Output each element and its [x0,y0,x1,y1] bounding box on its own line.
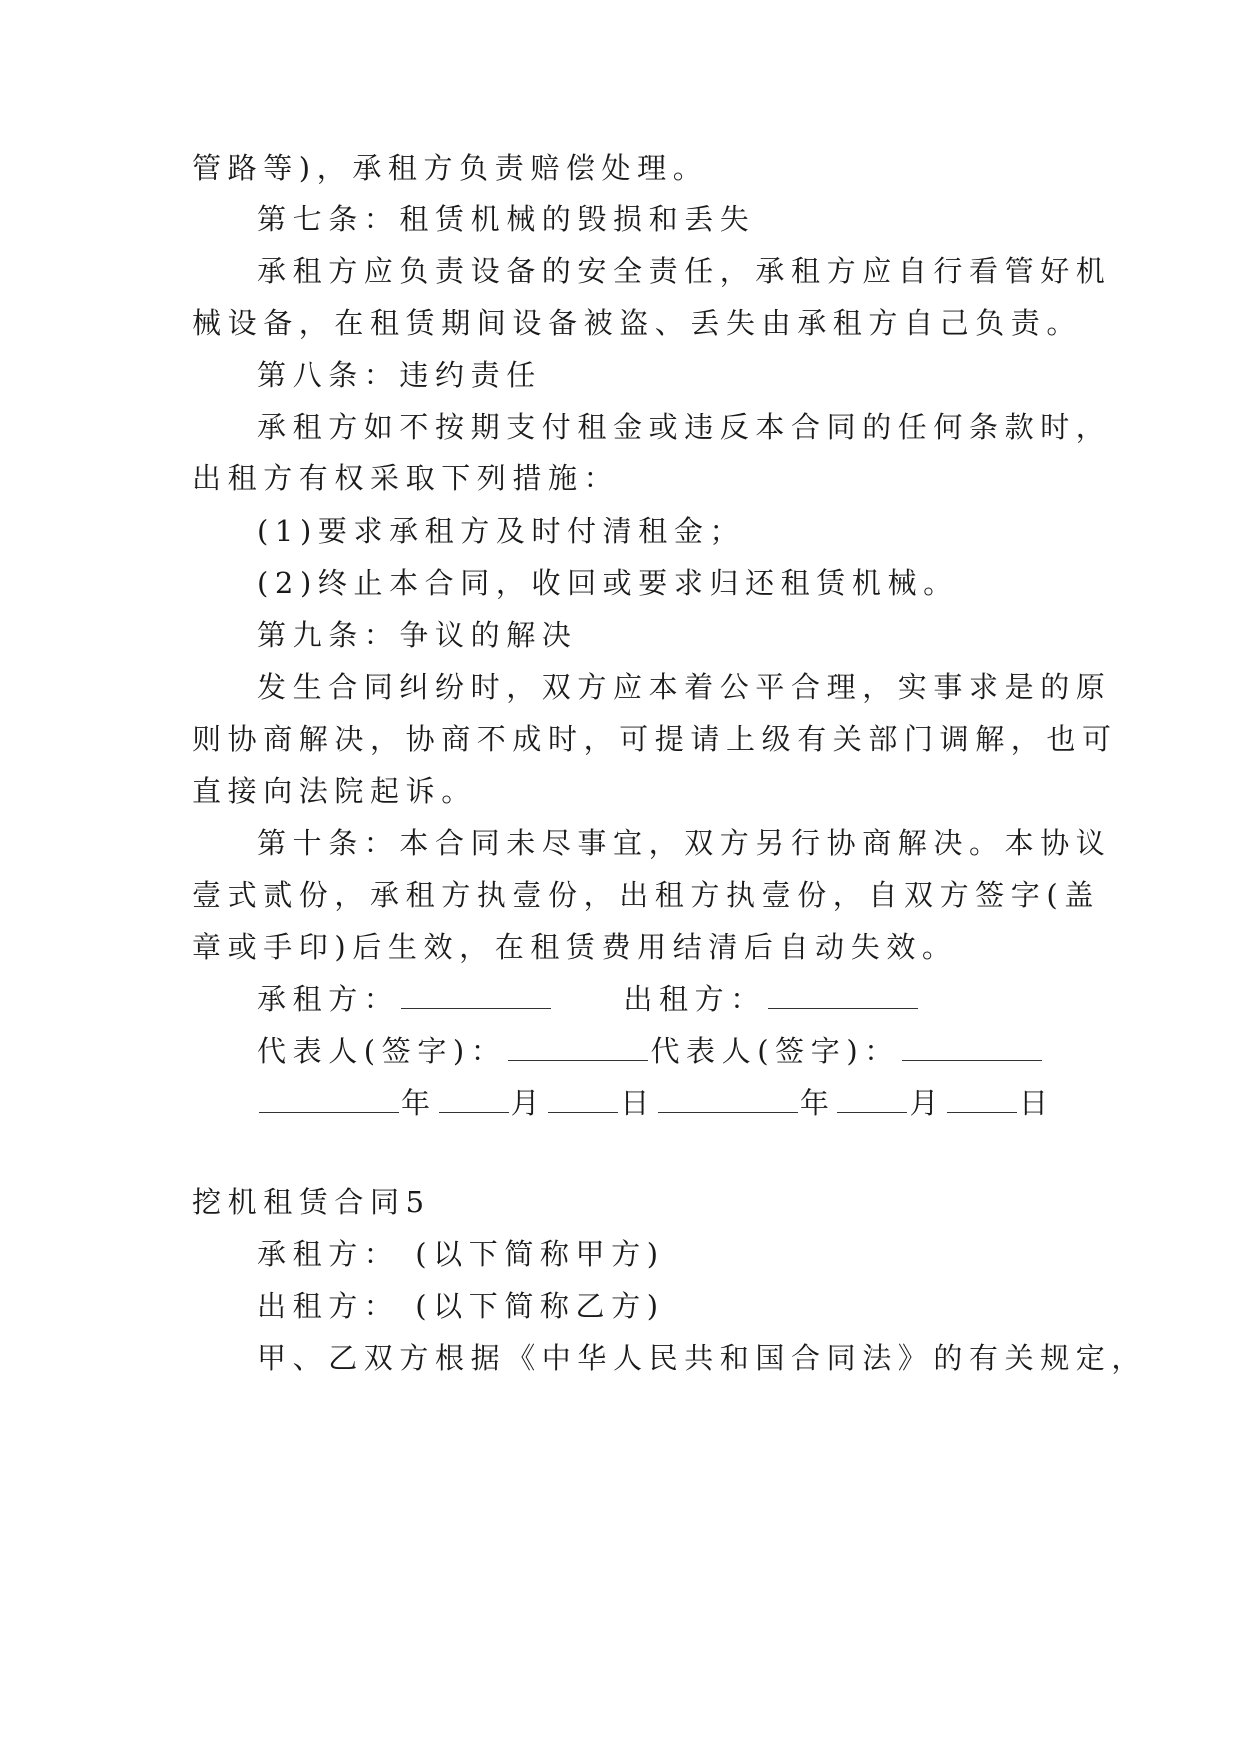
paragraph-line: 出租方有权采取下列措施： [192,461,620,495]
day-blank [947,1086,1017,1113]
representative-label: 代表人(签字)： [650,1034,900,1068]
month-label: 月 [510,1086,547,1120]
representative-blank [902,1034,1042,1061]
article-heading: 第七条：租赁机械的毁损和丢失 [257,202,756,236]
month-blank [439,1086,509,1113]
month-blank [837,1086,907,1113]
year-label: 年 [799,1086,836,1120]
year-label: 年 [401,1086,437,1120]
list-item: (1)要求承租方及时付清租金； [257,514,746,548]
day-blank [548,1086,618,1113]
paragraph-line: 壹式贰份，承租方执壹份，出租方执壹份，自双方签字(盖 [192,878,1100,912]
paragraph-line: 管路等)，承租方负责赔偿处理。 [192,151,709,185]
month-label: 月 [909,1086,946,1120]
year-blank [259,1086,399,1113]
signature-party-row [257,979,920,1019]
day-label: 日 [1019,1086,1055,1120]
article-heading: 第十条：本合同未尽事宜，双方另行协商解决。本协议 [257,826,1112,860]
paragraph-line: 承租方应负责设备的安全责任，承租方应自行看管好机 [257,254,1112,288]
list-item: (2)终止本合同，收回或要求归还租赁机械。 [257,566,959,600]
section-title: 挖机租赁合同5 [192,1185,431,1219]
representative-blank [508,1034,648,1061]
paragraph-line: 承租方如不按期支付租金或违反本合同的任何条款时， [257,410,1112,444]
paragraph-line: 直接向法院起诉。 [192,774,477,808]
article-heading: 第九条：争议的解决 [257,618,578,652]
lessee-label: 承租方： [257,982,400,1016]
paragraph-line: 则协商解决，协商不成时，可提请上级有关部门调解，也可 [192,722,1118,756]
paragraph-line: 发生合同纠纷时，双方应本着公平合理，实事求是的原 [257,670,1112,704]
day-label: 日 [620,1086,656,1120]
party-line: 承租方： (以下简称甲方) [257,1237,665,1271]
paragraph-line: 甲、乙双方根据《中华人民共和国合同法》的有关规定， [257,1341,1148,1375]
lessor-blank [768,982,918,1009]
representative-label: 代表人(签字)： [257,1034,507,1068]
signature-representative-row [257,1031,1044,1071]
paragraph-line: 械设备，在租赁期间设备被盗、丢失由承租方自己负责。 [192,306,1083,340]
signature-date-row [257,1083,1055,1123]
lessor-label: 出租方： [623,982,766,1016]
party-line: 出租方： (以下简称乙方) [257,1289,665,1323]
paragraph-line: 章或手印)后生效，在租赁费用结清后自动失效。 [192,930,958,964]
year-blank [658,1086,798,1113]
lessee-blank [401,982,551,1009]
article-heading: 第八条：违约责任 [257,358,542,392]
